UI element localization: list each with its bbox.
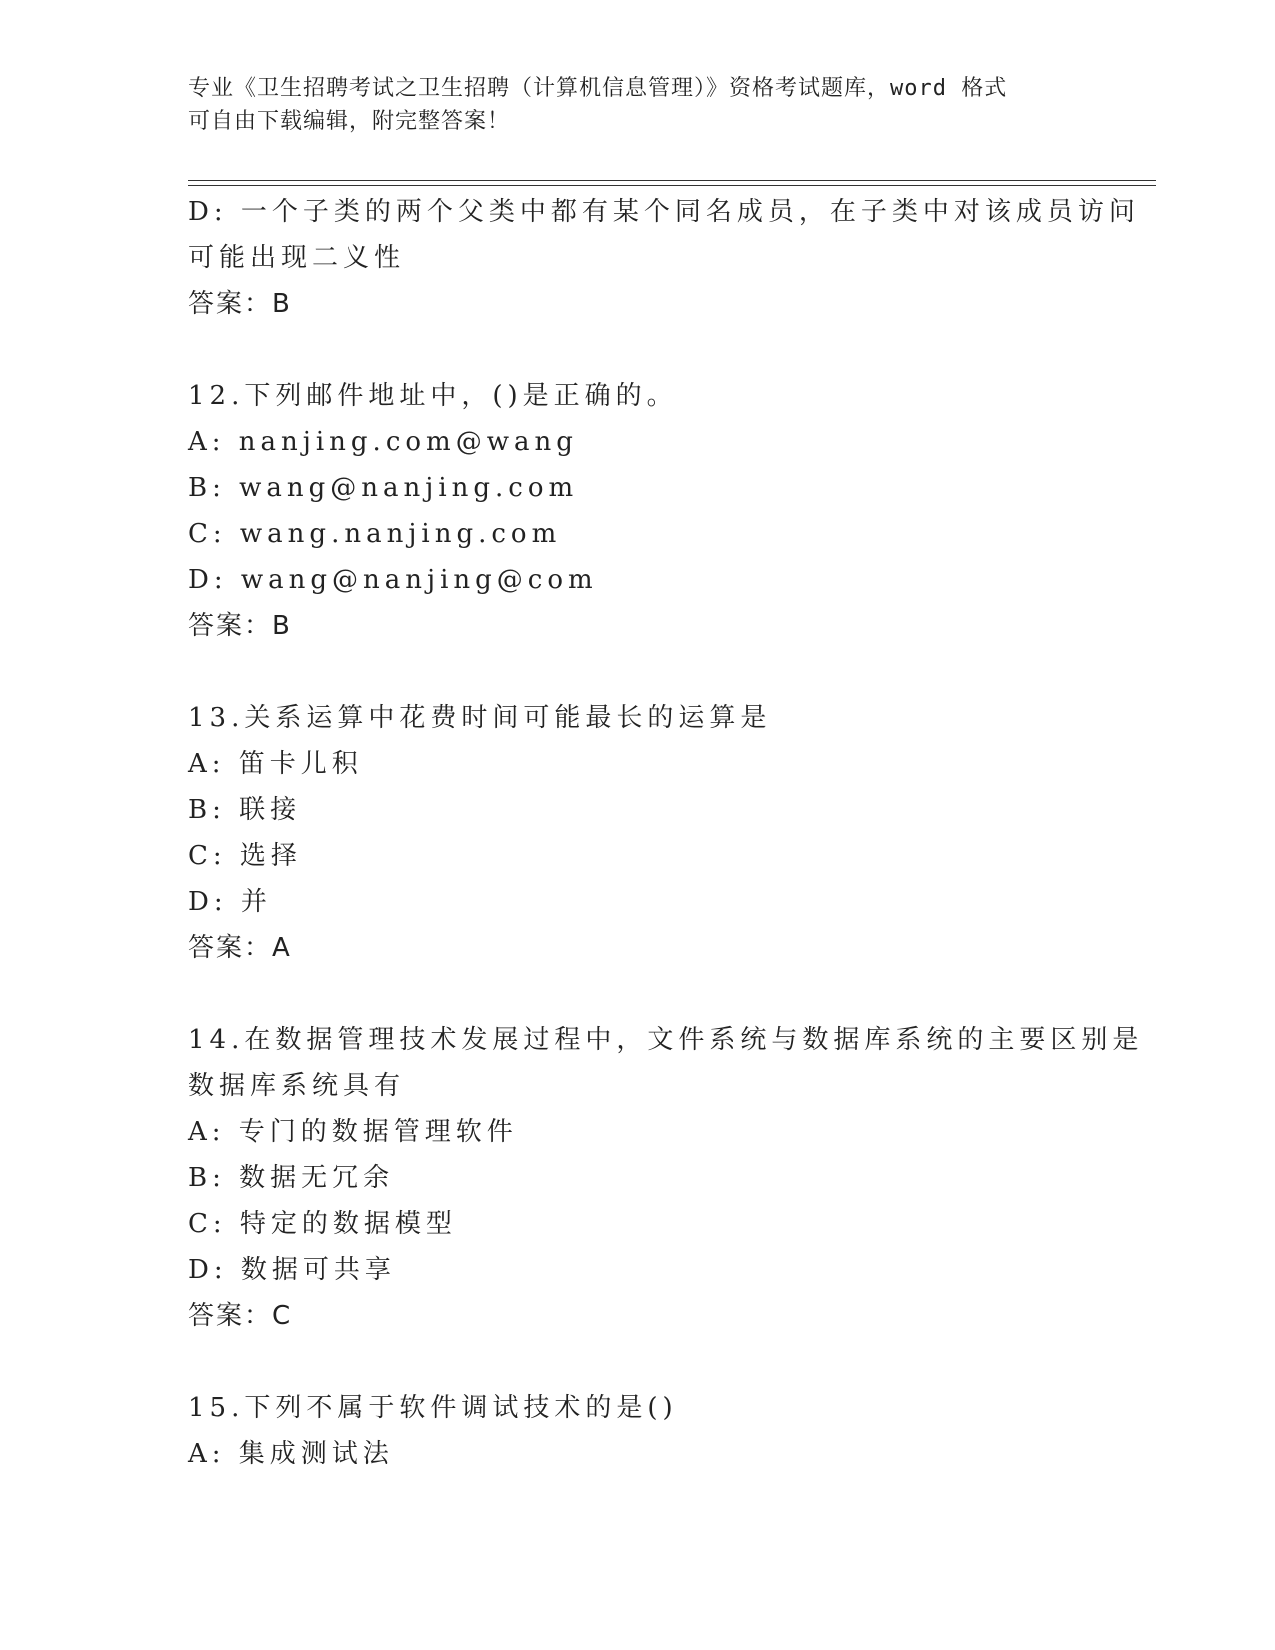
question-13 xyxy=(188,695,1088,971)
option-c: C: 特定的数据模型 xyxy=(188,1209,457,1239)
option-a: A: 专门的数据管理软件 xyxy=(188,1117,518,1147)
question-stem: 15.下列不属于软件调试技术的是() xyxy=(188,1393,678,1423)
question-12 xyxy=(188,373,1088,649)
option-d-line-1: D: 一个子类的两个父类中都有某个同名成员，在子类中对该成员访问 xyxy=(188,197,1140,227)
header-line-2: 可自由下载编辑，附完整答案！ xyxy=(188,109,511,134)
option-d-line-2: 可能出现二义性 xyxy=(188,243,406,273)
option-b: B: 数据无冗余 xyxy=(188,1163,395,1193)
spacer xyxy=(188,649,1088,695)
question-14 xyxy=(188,1017,1144,1339)
answer-label: 答案：C xyxy=(188,1301,293,1331)
document-header xyxy=(188,72,1088,138)
header-line-1: 专业《卫生招聘考试之卫生招聘（计算机信息管理）》资格考试题库，word 格式 xyxy=(188,76,1008,101)
option-a: A: 笛卡儿积 xyxy=(188,749,363,779)
option-c: C: 选择 xyxy=(188,841,302,871)
question-stem: 12.下列邮件地址中，()是正确的。 xyxy=(188,381,678,411)
question-15 xyxy=(188,1385,1088,1477)
header-divider-top xyxy=(188,180,1156,181)
spacer xyxy=(188,971,1088,1017)
option-b: B: wang@nanjing.com xyxy=(188,473,579,503)
option-d: D: wang@nanjing@com xyxy=(188,565,598,595)
option-c: C: wang.nanjing.com xyxy=(188,519,562,549)
question-11-continuation xyxy=(188,189,1140,327)
question-stem-line-1: 14.在数据管理技术发展过程中，文件系统与数据库系统的主要区别是 xyxy=(188,1025,1144,1055)
header-divider-bottom xyxy=(188,185,1156,186)
option-d: D: 并 xyxy=(188,887,272,917)
answer-label: 答案：B xyxy=(188,611,292,641)
option-d: D: 数据可共享 xyxy=(188,1255,396,1285)
question-stem: 13.关系运算中花费时间可能最长的运算是 xyxy=(188,703,772,733)
answer-label: 答案：A xyxy=(188,933,292,963)
option-a: A: 集成测试法 xyxy=(188,1439,394,1469)
option-b: B: 联接 xyxy=(188,795,302,825)
option-a: A: nanjing.com@wang xyxy=(188,427,578,457)
spacer xyxy=(188,327,1088,373)
question-stem-line-2: 数据库系统具有 xyxy=(188,1071,406,1101)
answer-label: 答案：B xyxy=(188,289,292,319)
spacer xyxy=(188,1339,1088,1385)
question-list xyxy=(188,189,1144,1477)
